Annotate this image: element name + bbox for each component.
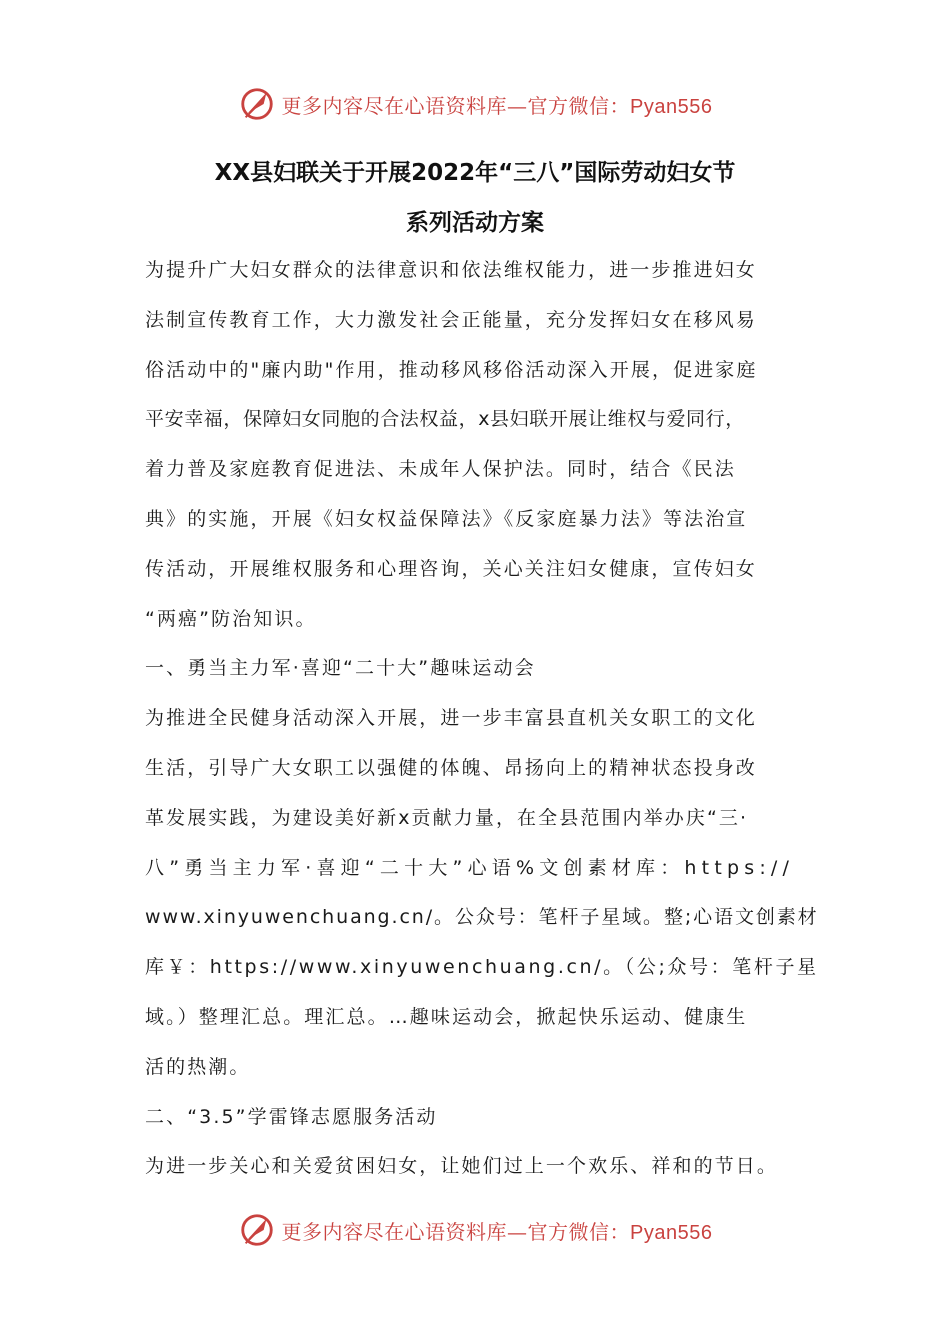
body-line: “两癌”防治知识。 xyxy=(145,607,317,630)
body-line: 法制宣传教育工作，大力激发社会正能量，充分发挥妇女在移风易 xyxy=(145,308,757,331)
section-heading-2: 二、“3.5”学雷锋志愿服务活动 xyxy=(145,1105,438,1128)
body-line: 域。）整理汇总。理汇总。…趣味运动会，掀起快乐运动、健康生 xyxy=(145,1005,748,1028)
body-line: 活的热潮。 xyxy=(145,1055,251,1078)
watermark-text: 更多内容尽在心语资料库—官方微信：Pyan556 xyxy=(281,93,713,118)
body-line: www.xinyuwenchuang.cn/。公众号：笔杆子星域。整;心语文创素材 xyxy=(145,906,819,929)
body-line: 传活动，开展维权服务和心理咨询，关心关注妇女健康，宣传妇女 xyxy=(145,557,757,580)
document-title-line-1: XX县妇联关于开展2022年“三八”国际劳动妇女节 xyxy=(214,160,736,186)
quill-logo-icon xyxy=(238,1211,276,1249)
body-line: 为进一步关心和关爱贫困妇女，让她们过上一个欢乐、祥和的节日。 xyxy=(145,1155,779,1178)
body-line: 八”勇当主力军·喜迎“二十大”心语%文创素材库：https:// xyxy=(145,856,795,879)
body-line: 俗活动中的"廉内助"作用，推动移风移俗活动深入开展，促进家庭 xyxy=(145,358,758,381)
body-line: 革发展实践，为建设美好新x贡献力量，在全县范围内举办庆“三· xyxy=(145,806,749,829)
body-line: 着力普及家庭教育促进法、未成年人保护法。同时，结合《民法 xyxy=(145,458,736,481)
watermark-header xyxy=(0,84,950,124)
body-line: 生活，引导广大女职工以强健的体魄、昂扬向上的精神状态投身改 xyxy=(145,756,757,779)
body-line: 平安幸福，保障妇女同胞的合法权益，x县妇联开展让维权与爱同行， xyxy=(145,408,745,431)
quill-logo-icon xyxy=(238,85,276,123)
watermark-text: 更多内容尽在心语资料库—官方微信：Pyan556 xyxy=(281,1219,713,1244)
body-line: 为提升广大妇女群众的法律意识和依法维权能力，进一步推进妇女 xyxy=(145,259,757,281)
body-line: 为推进全民健身活动深入开展，进一步丰富县直机关女职工的文化 xyxy=(145,707,757,730)
section-heading-1: 一、勇当主力军·喜迎“二十大”趣味运动会 xyxy=(145,657,536,680)
watermark-footer xyxy=(0,1210,950,1250)
body-line: 典》的实施，开展《妇女权益保障法》《反家庭暴力法》等法治宣 xyxy=(145,507,748,530)
body-line: 库￥：https://www.xinyuwenchuang.cn/。（公;众号：笔杆子星 xyxy=(145,956,819,979)
document-title-line-2: 系列活动方案 xyxy=(406,210,544,236)
document-body xyxy=(145,252,825,1198)
